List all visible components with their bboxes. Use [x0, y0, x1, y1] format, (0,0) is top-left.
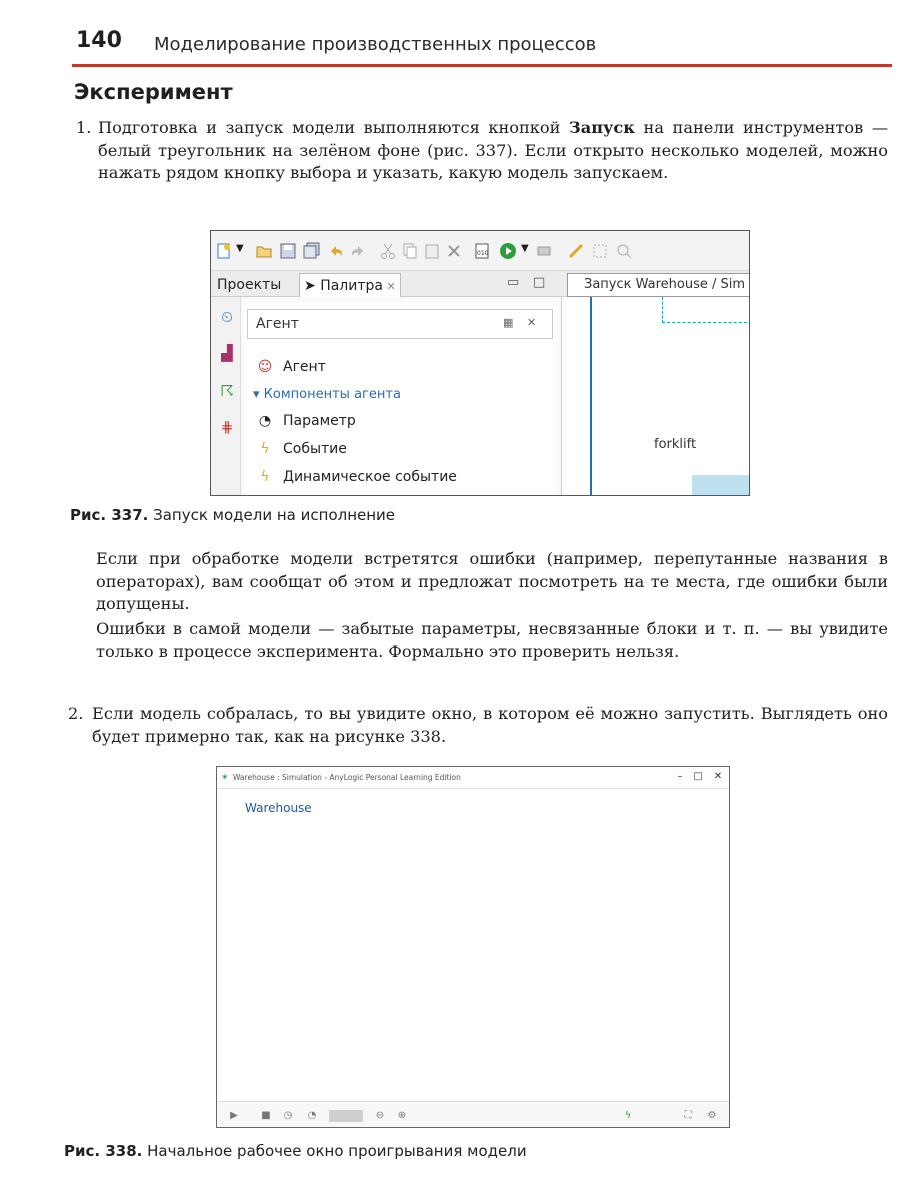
tab-palette[interactable] [299, 273, 401, 297]
header-rule [72, 64, 892, 67]
run-icon[interactable] [499, 242, 517, 260]
item-1-number: 1. [76, 118, 92, 137]
figure-337-ide-screenshot [210, 230, 750, 496]
palette-group-agent-components[interactable] [253, 383, 401, 407]
run-dropdown-icon[interactable]: ▼ [521, 243, 529, 254]
figure-338-text: Начальное рабочее окно проигрывания модели [147, 1142, 527, 1160]
palette-item-event[interactable] [255, 437, 347, 461]
expand-icon: ▾ [253, 387, 264, 402]
figure-338-label: Рис. 338. [64, 1142, 143, 1160]
page-number: 140 [76, 28, 122, 53]
paragraph-errors-2: Ошибки в самой модели — забытые параметры, несвязанные блоки и т. п. — вы увидите только в процессе эксперимента. Формально это проверить нельзя. [96, 619, 888, 661]
item-2-paragraph: Если модель собралась, то вы увидите окно, в котором её можно запустить. Выглядеть оно будет примерно так, как на рисунке 338. [92, 704, 888, 746]
window-title: Warehouse : Simulation - AnyLogic Personal Learning Edition [233, 773, 461, 782]
palette-item-parameter[interactable] [255, 409, 356, 433]
new-dropdown-icon[interactable]: ▼ [236, 243, 244, 254]
save-icon[interactable] [279, 242, 297, 260]
figure-337-text: Запуск модели на исполнение [153, 506, 396, 524]
fullscreen-icon[interactable]: ⛶ [684, 1110, 692, 1121]
zoom-fit-icon[interactable] [591, 242, 609, 260]
model-name-label[interactable]: Warehouse [245, 801, 312, 815]
window-maximize-icon[interactable]: □ [693, 771, 703, 782]
slower-icon[interactable]: ⊖ [375, 1110, 385, 1121]
item-1-paragraph [98, 117, 888, 185]
palette-search-input[interactable]: Агент [247, 309, 553, 339]
play-icon[interactable]: ▶ [230, 1110, 238, 1121]
build-icon[interactable] [473, 242, 491, 260]
palette-item-label: Параметр [283, 413, 356, 429]
lightning-icon: ϟ [260, 441, 270, 457]
step-icon[interactable]: ◷ [283, 1110, 293, 1121]
tab-projects[interactable] [213, 273, 285, 297]
item-2-number: 2. [68, 704, 84, 723]
figure-338-caption [64, 1142, 527, 1160]
figure-337-caption [70, 506, 395, 524]
section-title: Эксперимент [74, 80, 233, 104]
palette-group-label: Компоненты агента [263, 387, 401, 402]
open-folder-icon[interactable] [255, 242, 273, 260]
item-1-text-before: Подготовка и запуск модели выполняются кнопкой [98, 118, 570, 137]
anylogic-logo-icon: ✶ [221, 773, 229, 783]
palette-item-label: Динамическое событие [283, 469, 457, 485]
page-header [72, 26, 892, 68]
save-all-icon[interactable] [303, 242, 321, 260]
rail-icon[interactable]: ⋕ [220, 418, 234, 436]
tab-palette-label: Палитра [320, 278, 383, 294]
parameter-icon: ◔ [258, 413, 272, 429]
running-title: Моделирование производственных процессов [154, 34, 597, 55]
item-1-text-after: на панели инструментов — белый треугольник на зелёном фоне (рис. 337). Если открыто несколько моделей, можно нажать рядом кнопку выбора и указать, какую модель запускаем. [98, 118, 889, 182]
speed-slider[interactable] [329, 1110, 363, 1122]
item-1-bold-word: Запуск [569, 118, 635, 137]
zoom-icon[interactable] [615, 242, 633, 260]
maximize-icon[interactable]: □ [533, 275, 546, 290]
connector-icon[interactable] [567, 242, 585, 260]
undo-icon[interactable] [327, 242, 345, 260]
close-palette-icon[interactable]: ✕ [527, 316, 537, 329]
pointer-icon: ➤ [304, 278, 321, 294]
simulation-control-bar [217, 1101, 730, 1128]
palette-item-dynamic-event[interactable] [255, 465, 457, 489]
model-canvas[interactable] [561, 297, 750, 496]
model-time-icon: ϟ [624, 1110, 632, 1121]
ide-toolbar [211, 231, 750, 271]
forklift-label: forklift [654, 437, 697, 452]
dynamic-lightning-icon: ϟ [260, 469, 270, 485]
palette-panel [245, 303, 555, 496]
paragraph-errors-1: Если при обработке модели встретятся ошибки (например, перепутанные названия в операторах), вам сообщат об этом и предложат посмотреть на те места, где ошибки были допущены. [96, 549, 888, 613]
window-close-icon[interactable]: ✕ [713, 771, 723, 782]
realtime-icon[interactable]: ◔ [307, 1110, 317, 1121]
cut-icon[interactable] [379, 242, 397, 260]
grid-view-icon[interactable]: ▦ [503, 316, 514, 329]
delete-icon[interactable] [445, 242, 463, 260]
paste-icon[interactable] [423, 242, 441, 260]
stop-icon[interactable]: ■ [261, 1110, 271, 1121]
svg-text:010: 010 [477, 250, 489, 257]
agent-icon: ☺ [257, 359, 273, 375]
tab-projects-label: Проекты [217, 277, 282, 293]
factory-icon[interactable]: ▟ [221, 344, 233, 362]
close-tab-icon[interactable]: ✕ [382, 280, 396, 293]
copy-icon[interactable] [401, 242, 419, 260]
figure-337-label: Рис. 337. [70, 506, 149, 524]
new-file-icon[interactable] [215, 242, 233, 260]
canvas-vertical-line [590, 297, 592, 496]
palette-item-label: Агент [283, 359, 326, 375]
window-minimize-icon[interactable]: – [677, 771, 683, 782]
pedestrian-icon[interactable]: ☈ [220, 382, 234, 400]
forklift-icon [682, 467, 750, 496]
figure-338-simulation-window [216, 766, 730, 1128]
stop-icon[interactable] [535, 242, 553, 260]
settings-icon[interactable]: ⚙ [707, 1110, 717, 1121]
left-icon-strip [211, 297, 241, 496]
clock-icon[interactable]: ⏲ [221, 308, 233, 326]
palette-item-label: Событие [283, 441, 347, 457]
palette-item-agent[interactable] [255, 355, 326, 379]
run-tooltip: Запуск Warehouse / Sim [567, 273, 750, 297]
redo-icon[interactable] [349, 242, 367, 260]
canvas-dashed-box [662, 297, 750, 323]
minimize-icon[interactable]: ▭ [507, 275, 520, 290]
window-titlebar [217, 767, 730, 789]
faster-icon[interactable]: ⊕ [397, 1110, 407, 1121]
